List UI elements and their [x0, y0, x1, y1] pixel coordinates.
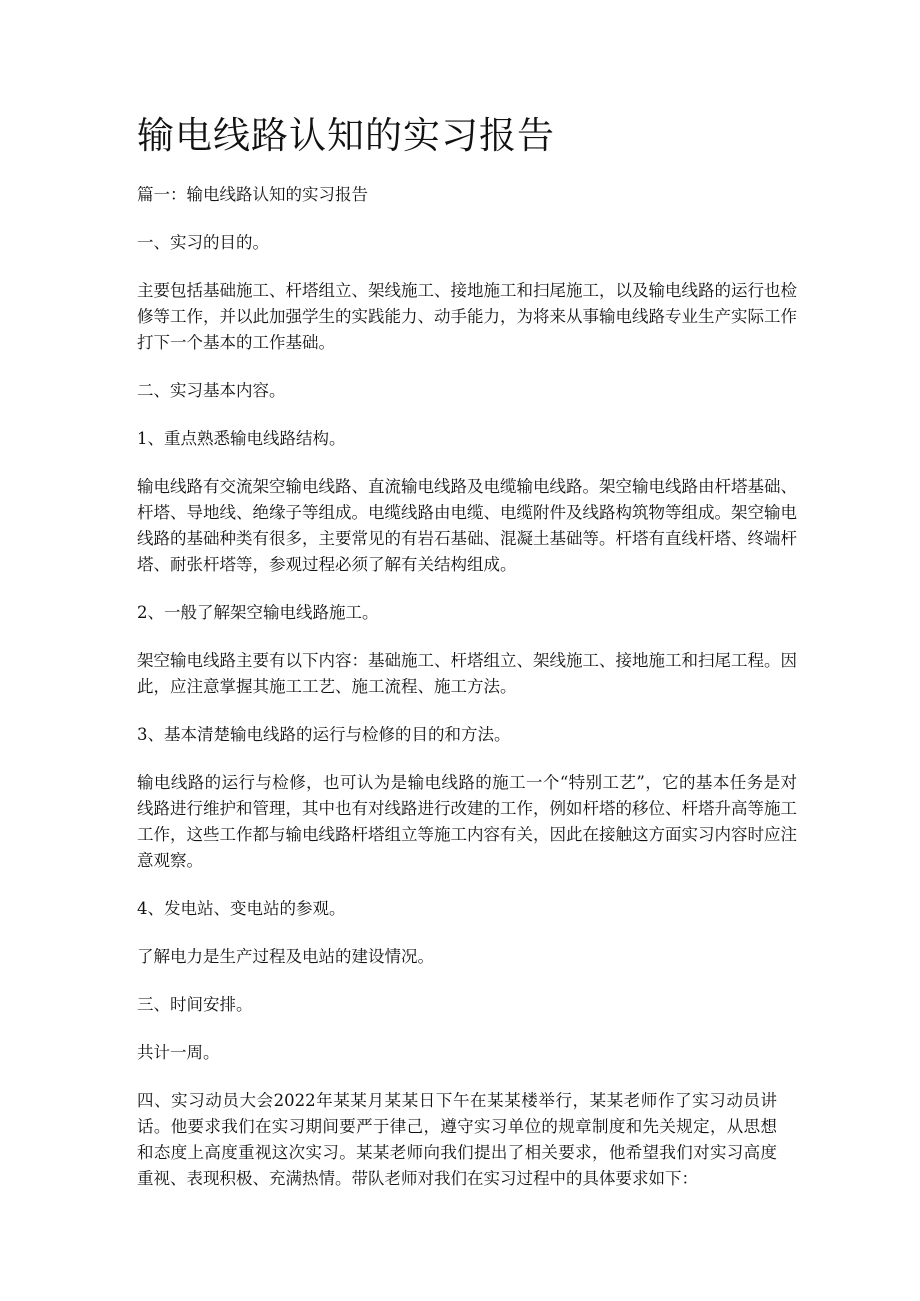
section-heading: 二、实习基本内容。 — [137, 381, 286, 400]
section-heading: 篇一：输电线路认知的实习报告 — [137, 185, 368, 204]
section-heading: 一、实习的目的。 — [137, 233, 269, 252]
body-paragraph: 输电线路有交流架空输电线路、直流输电线路及电缆输电线路。架空输电线路由杆塔基础、杆塔、导地线、绝缘子等组成。电缆线路由电缆、电缆附件及线路构筑物等组成。架空输电线路的基础种类有很多，主要常见的有岩石基础、混凝土基础等。杆塔有直线杆塔、终端杆塔、耐张杆塔等，参观过程必须了解有关结构组成。 — [137, 477, 797, 574]
body-paragraph: 四、实习动员大会2022年某某月某某日下午在某某楼举行，某某老师作了实习动员讲话。他要求我们在实习期间要严于律己，遵守实习单位的规章制度和先关规定，从思想和态度上高度重视这次实习。某某老师向我们提出了相关要求，他希望我们对实习高度重视、表现积极、充满热情。带队老师对我们在实习过程中的具体要求如下： — [137, 1091, 777, 1188]
subsection-heading: 1、重点熟悉输电线路结构。 — [137, 429, 346, 448]
body-paragraph: 了解电力是生产过程及电站的建设情况。 — [137, 947, 434, 966]
body-paragraph: 架空输电线路主要有以下内容：基础施工、杆塔组立、架线施工、接地施工和扫尾工程。因此，应注意掌握其施工工艺、施工流程、施工方法。 — [137, 651, 797, 696]
document-page — [137, 112, 797, 1214]
subsection-heading: 3、基本清楚输电线路的运行与检修的目的和方法。 — [137, 725, 511, 744]
section-heading: 三、时间安排。 — [137, 995, 253, 1014]
body-paragraph: 输电线路的运行与检修，也可认为是输电线路的施工一个“特别工艺”，它的基本任务是对线路进行维护和管理，其中也有对线路进行改建的工作，例如杆塔的移位、杆塔升高等施工工作，这些工作都与输电线路杆塔组立等施工内容有关，因此在接触这方面实习内容时应注意观察。 — [137, 773, 797, 870]
body-paragraph: 主要包括基础施工、杆塔组立、架线施工、接地施工和扫尾施工，以及输电线路的运行也检修等工作，并以此加强学生的实践能力、动手能力，为将来从事输电线路专业生产实际工作打下一个基本的工作基础。 — [137, 281, 797, 352]
body-paragraph: 共计一周。 — [137, 1043, 220, 1062]
subsection-heading: 4、发电站、变电站的参观。 — [137, 899, 346, 918]
subsection-heading: 2、一般了解架空输电线路施工。 — [137, 603, 379, 622]
document-title: 输电线路认知的实习报告 — [137, 114, 555, 157]
